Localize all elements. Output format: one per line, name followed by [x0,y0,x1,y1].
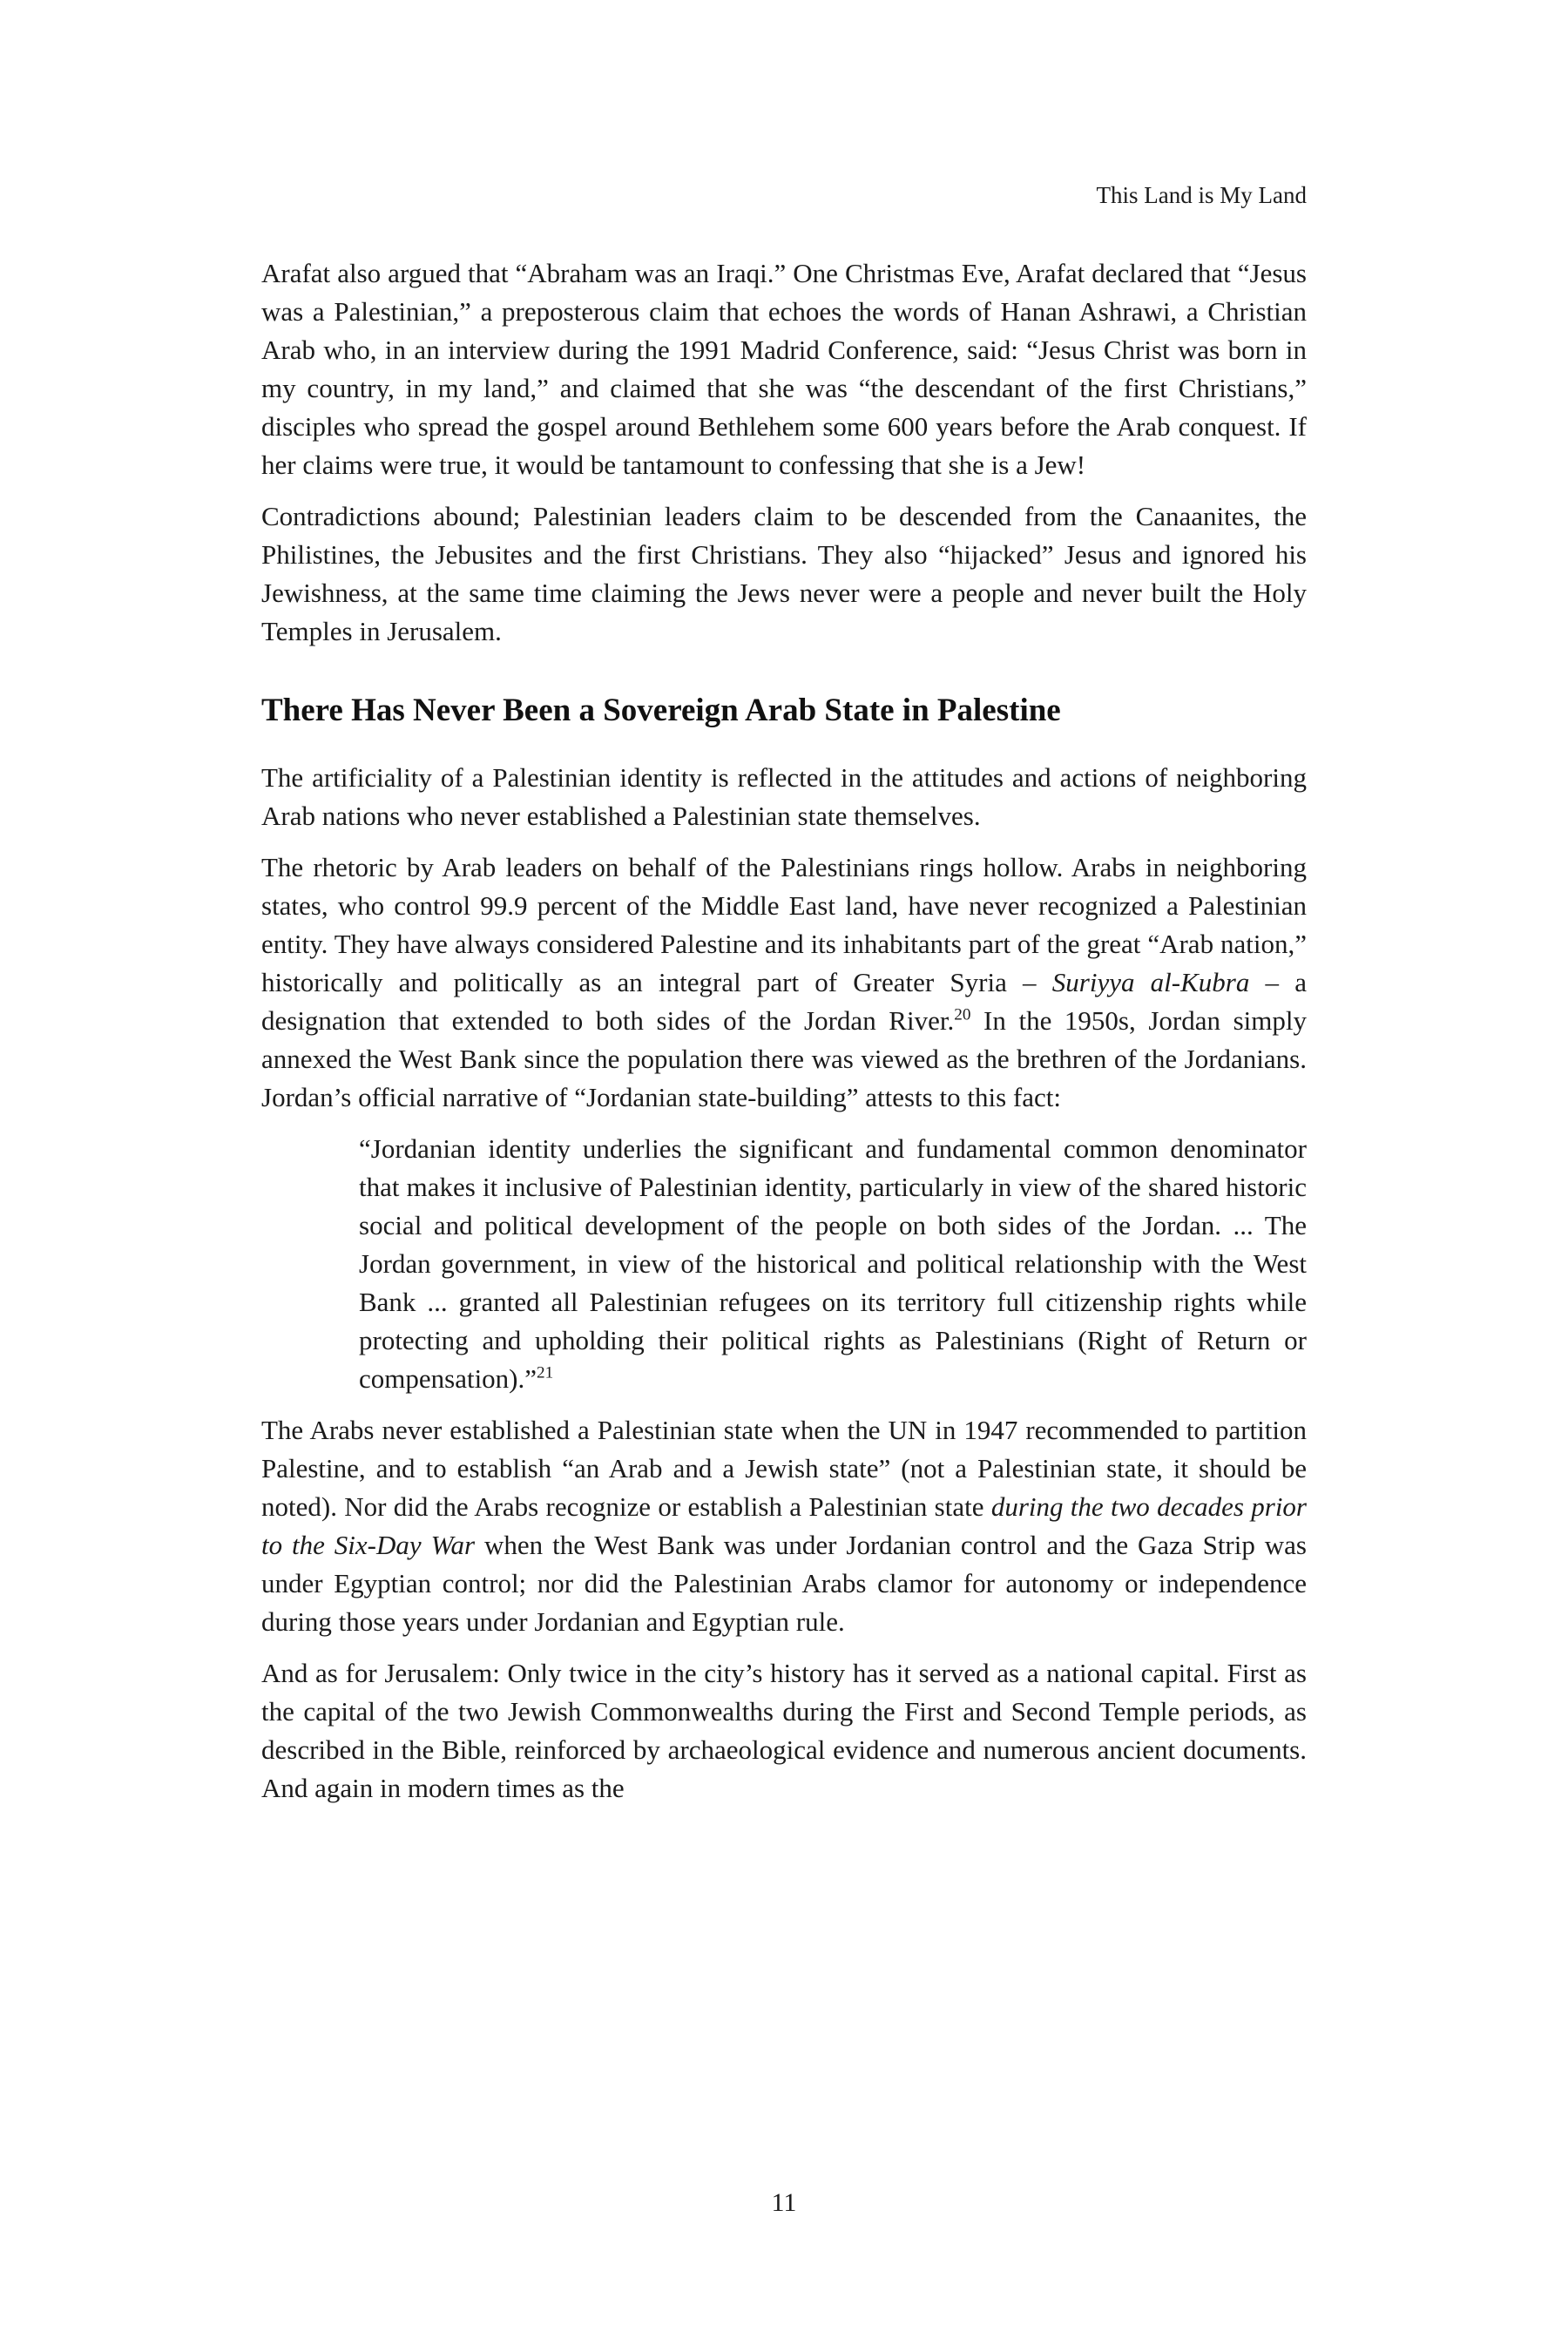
page-number: 11 [771,2188,797,2217]
paragraph-jerusalem: And as for Jerusalem: Only twice in the city’s history has it served as a national capital. First as the capital of the two Jewish Commonwealths during the First and Second Temple periods, as described in the Bible, reinforced by archaeological evidence and numerous ancient documents. And again in modern times as the [261,1658,1307,1803]
block-quote-jordanian-identity: “Jordanian identity underlies the significant and fundamental common denominator that makes it inclusive of Palestinian identity, particularly in view of the shared historic social and political development of the people on both sides of the Jordan. ... The Jordan government, in view of the historical and political relationship with the West Bank ... granted all Palestinian refugees on its territory full citizenship rights while protecting and upholding their political rights as Palestinians (Right of Return or compensation).”$^{21}$ [359,1133,1307,1394]
paragraph-artificiality: The artificiality of a Palestinian identity is reflected in the attitudes and actions of neighboring Arab nations who never established a Palestinian state themselves. [261,762,1307,831]
paragraph-rhetoric: The rhetoric by Arab leaders on behalf of the Palestinians rings hollow. Arabs in neighboring states, who control 99.9 percent of the Middle East land, have never recognized a Palestinian entity. They have always considered Palestine and its inhabitants part of the great “Arab nation,” historically and politically as an integral part of Greater Syria – Suriyya al-Kubra – a designation that extended to both sides of the Jordan River.$^{20}$ In the 1950s, Jordan simply annexed the West Bank since the population there was viewed as the brethren of the Jordanians. Jordan’s official narrative of “Jordanian state-building” attests to this fact: [261,852,1308,1112]
paragraph-arafat-claims: Arafat also argued that “Abraham was an Iraqi.” One Christmas Eve, Arafat declared that “Jesus was a Palestinian,” a preposterous claim that echoes the words of Hanan Ashrawi, a Christian Arab who, in an interview during the 1991 Madrid Conference, said: “Jesus Christ was born in my country, in my land,” and claimed that she was “the descendant of the first Christians,” disciples who spread the gospel around Bethlehem some 600 years before the Arab conquest. If her claims were true, it would be tantamount to confessing that she is a Jew! [261,258,1307,480]
paragraph-un-1947: The Arabs never established a Palestinian state when the UN in 1947 recommended to partition Palestine, and to establish “an Arab and a Jewish state” (not a Palestinian state, it should be noted). Nor did the Arabs recognize or establish a Palestinian state during the two decades prior to the Six-Day War when the West Bank was under Jordanian control and the Gaza Strip was under Egyptian control; nor did the Palestinian Arabs clamor for autonomy or independence during those years under Jordanian and Egyptian rule. [261,1415,1307,1637]
paragraph-contradictions: Contradictions abound; Palestinian leaders claim to be descended from the Canaanites, the Philistines, the Jebusites and the first Christians. They also “hijacked” Jesus and ignored his Jewishness, at the same time claiming the Jews never were a people and never built the Holy Temples in Jerusalem. [261,501,1307,646]
running-header: This Land is My Land [1096,182,1307,208]
page-body [261,254,1307,1821]
section-heading: There Has Never Been a Sovereign Arab State in Palestine [261,693,1061,728]
